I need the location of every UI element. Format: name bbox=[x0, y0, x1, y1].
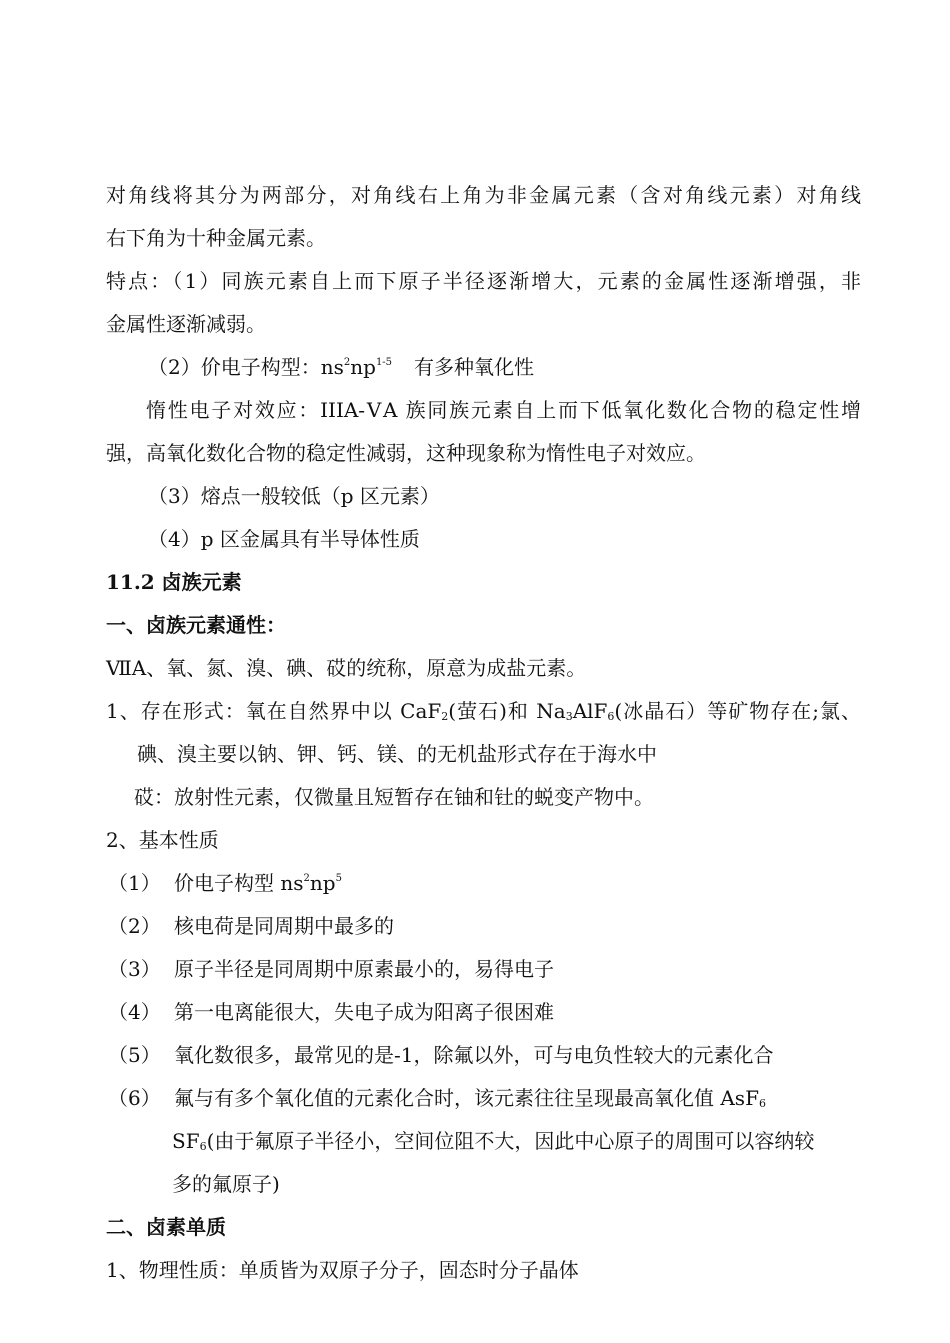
list-item: （5） 氧化数很多，最常见的是-1，除氟以外，可与电负性较大的元素化合 bbox=[108, 1043, 774, 1067]
list-item-continuation: $SF_6$(由于氟原子半径小，空间位阻不大，因此中心原子的周围可以容纳较 bbox=[172, 1129, 815, 1153]
inert-pair-line: 惰性电子对效应：IIIA-ⅤA 族同族元素自上而下低氧化数化合物的稳定性增 bbox=[146, 398, 861, 422]
list-item: （3） 原子半径是同周期中原素最小的，易得电子 bbox=[108, 957, 554, 981]
paragraph-line: 1、物理性质：单质皆为双原子分子，固态时分子晶体 bbox=[106, 1258, 579, 1282]
feature-item-2: （2）价电子构型：$ns^2np^{1-5}$ 有多种氧化性 bbox=[148, 355, 535, 379]
list-item: （1） 价电子构型 $ns^2np^5$ bbox=[108, 871, 342, 895]
paragraph-line: ⅦA、氧、氮、溴、碘、砹的统称，原意为成盐元素。 bbox=[106, 656, 587, 680]
paragraph-line: 对角线将其分为两部分，对角线右上角为非金属元素（含对角线元素）对角线 bbox=[106, 183, 861, 207]
list-item: （4） 第一电离能很大，失电子成为阳离子很困难 bbox=[108, 1000, 554, 1024]
paragraph-line: 右下角为十种金属元素。 bbox=[106, 226, 326, 250]
inert-pair-line: 强，高氧化数化合物的稳定性减弱，这种现象称为惰性电子对效应。 bbox=[106, 441, 706, 465]
existence-line: 碘、溴主要以钠、钾、钙、镁、的无机盐形式存在于海水中 bbox=[137, 742, 657, 766]
basic-properties-title: 2、基本性质 bbox=[106, 828, 219, 852]
subsection-heading: 一、卤族元素通性： bbox=[106, 613, 286, 637]
features-line: 特点：（1）同族元素自上而下原子半径逐渐增大，元素的金属性逐渐增强，非 bbox=[106, 269, 861, 293]
features-line: 金属性逐渐减弱。 bbox=[106, 312, 266, 336]
section-heading: 11.2 卤族元素 bbox=[106, 570, 242, 594]
subsection-heading: 二、卤素单质 bbox=[106, 1215, 226, 1239]
existence-line: 砹：放射性元素，仅微量且短暂存在铀和钍的蜕变产物中。 bbox=[134, 785, 654, 809]
existence-line: 1、存在形式：氧在自然界中以 CaF$_2$(萤石)和 $Na_3AlF_6$(冰晶石）等矿物存在;氯、 bbox=[106, 699, 862, 723]
list-item: （2） 核电荷是同周期中最多的 bbox=[108, 914, 394, 938]
list-item: （6） 氟与有多个氧化值的元素化合时，该元素往往呈现最高氧化值 AsF$_6$ bbox=[108, 1086, 766, 1110]
feature-item-3: （3）熔点一般较低（p 区元素） bbox=[148, 484, 440, 508]
list-item-continuation: 多的氟原子) bbox=[172, 1172, 280, 1196]
feature-item-4: （4）p 区金属具有半导体性质 bbox=[148, 527, 420, 551]
